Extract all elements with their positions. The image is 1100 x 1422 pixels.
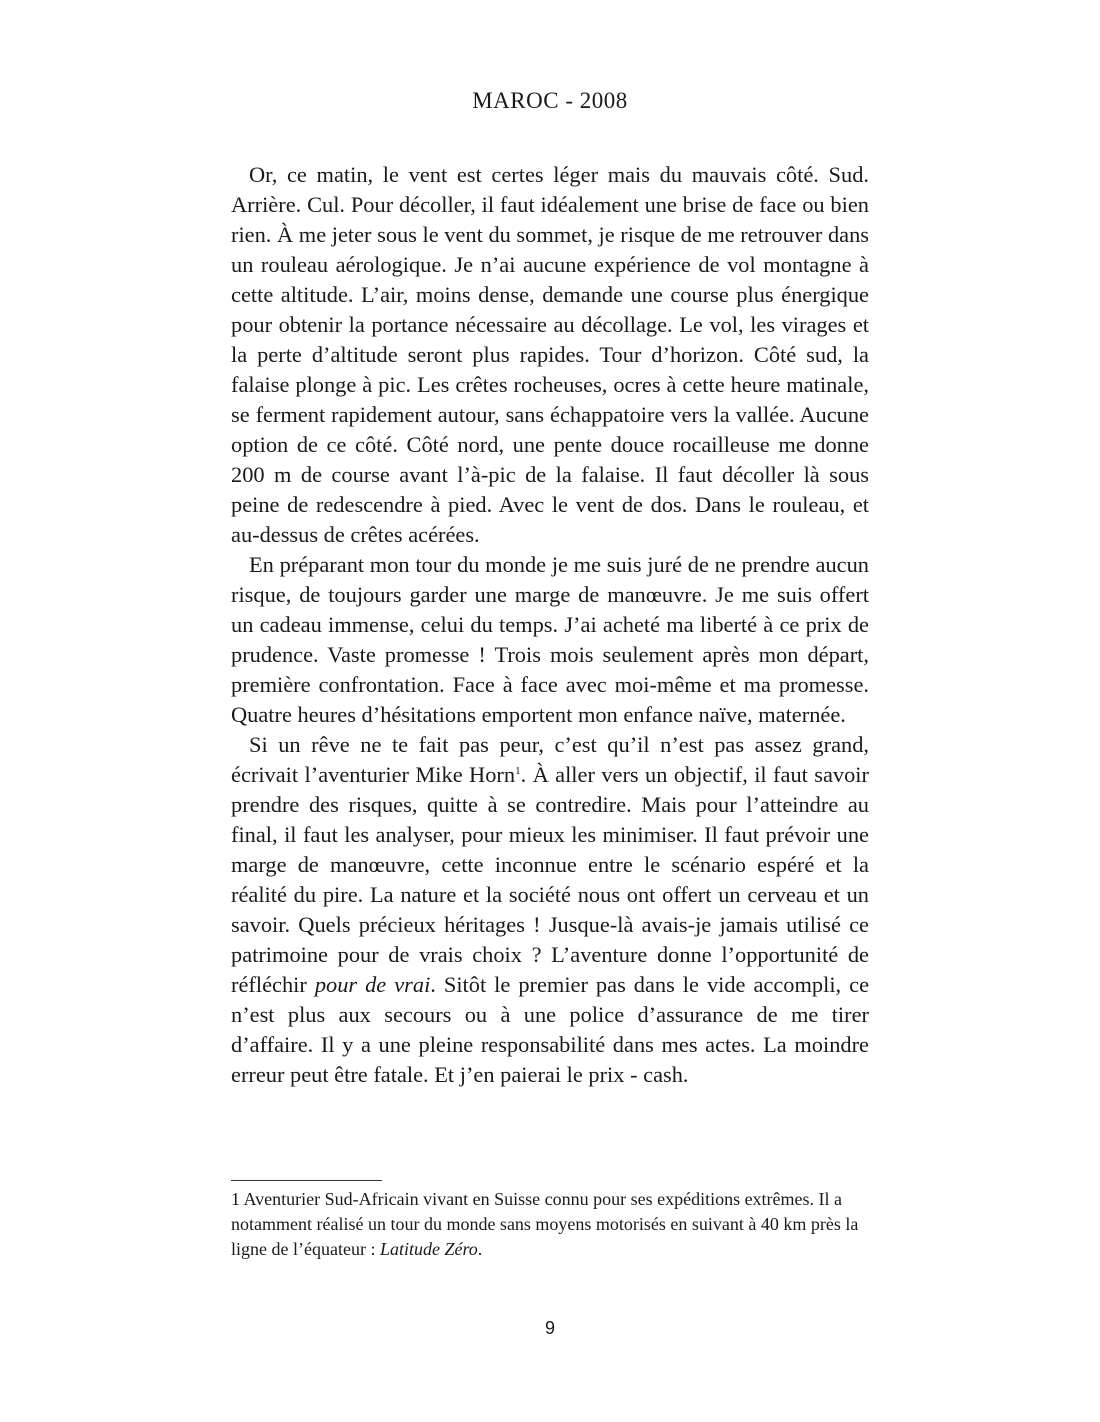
paragraph-3-emphasis: pour de vrai (314, 972, 431, 997)
paragraph-3-text-end: . Sitôt le premier pas dans le vide accompli, ce n’est plus aux secours ou à une police d’assurance de me tirer d’affaire. Il y a une pleine responsabilité dans mes actes. La moindre erreur peut être fatale. Et j’en paierai le prix - cash. (231, 972, 870, 1087)
footnote-reference: 1 (515, 765, 521, 777)
paragraph-3-text-start: Si un rêve ne te fait pas peur, c’est qu’il n’est pas assez grand, écrivait l’aventurier Mike Horn (231, 732, 869, 787)
footnote (231, 1187, 869, 1262)
paragraph-1: Or, ce matin, le vent est certes léger mais du mauvais côté. Sud. Arrière. Cul. Pour décoller, il faut idéalement une brise de face ou bien rien. À me jeter sous le vent du sommet, je risque de me retrouver dans un rouleau aérologique. Je n’ai aucune expérience de vol montagne à cette altitude. L’air, moins dense, demande une course plus énergique pour obtenir la portance nécessaire au décollage. Le vol, les virages et la perte d’altitude seront plus rapides. Tour d’horizon. Côté sud, la falaise plonge à pic. Les crêtes rocheuses, ocres à cette heure matinale, se ferment rapidement autour, sans échappatoire vers la vallée. Aucune option de ce côté. Côté nord, une pente douce rocailleuse me donne 200 m de course avant l’à-pic de la falaise. Il faut décoller là sous peine de redescendre à pied. Avec le vent de dos. Dans le rouleau, et au-dessus de crêtes acérées. (231, 162, 869, 547)
paragraph-2: En préparant mon tour du monde je me suis juré de ne prendre aucun risque, de toujours garder une marge de manœuvre. Je me suis offert un cadeau immense, celui du temps. J’ai acheté ma liberté à ce prix de prudence. Vaste promesse ! Trois mois seulement après mon départ, première confrontation. Face à face avec moi-même et ma promesse. Quatre heures d’hésitations emportent mon enfance naïve, maternée. (231, 552, 869, 727)
footnote-number: 1 (231, 1189, 240, 1209)
paragraph-3 (231, 730, 869, 1090)
footnote-end: . (477, 1239, 483, 1259)
footnote-text: Aventurier Sud-Africain vivant en Suisse connu pour ses expéditions extrêmes. Il a notamment réalisé un tour du monde sans moyens motorisés en suivant à 40 km près la ligne de l’équateur : (231, 1189, 859, 1259)
body-text (231, 160, 869, 1090)
page-number: 9 (544, 1318, 555, 1338)
footnote-divider (231, 1180, 382, 1181)
running-title: MAROC - 2008 (472, 88, 628, 113)
paragraph-3-text-middle: . À aller vers un objectif, il faut savoir prendre des risques, quitte à se contredire. Mais pour l’atteindre au final, il faut les analyser, pour mieux les minimiser. Il faut prévoir une marge de manœuvre, cette inconnue entre le scénario espéré et la réalité du pire. La nature et la société nous ont offert un cerveau et un savoir. Quels précieux héritages ! Jusque-là avais-je jamais utilisé ce patrimoine pour de vrais choix ? L’aventure donne l’opportunité de réfléchir (231, 762, 869, 997)
footnote-book-title: Latitude Zéro (379, 1239, 478, 1259)
